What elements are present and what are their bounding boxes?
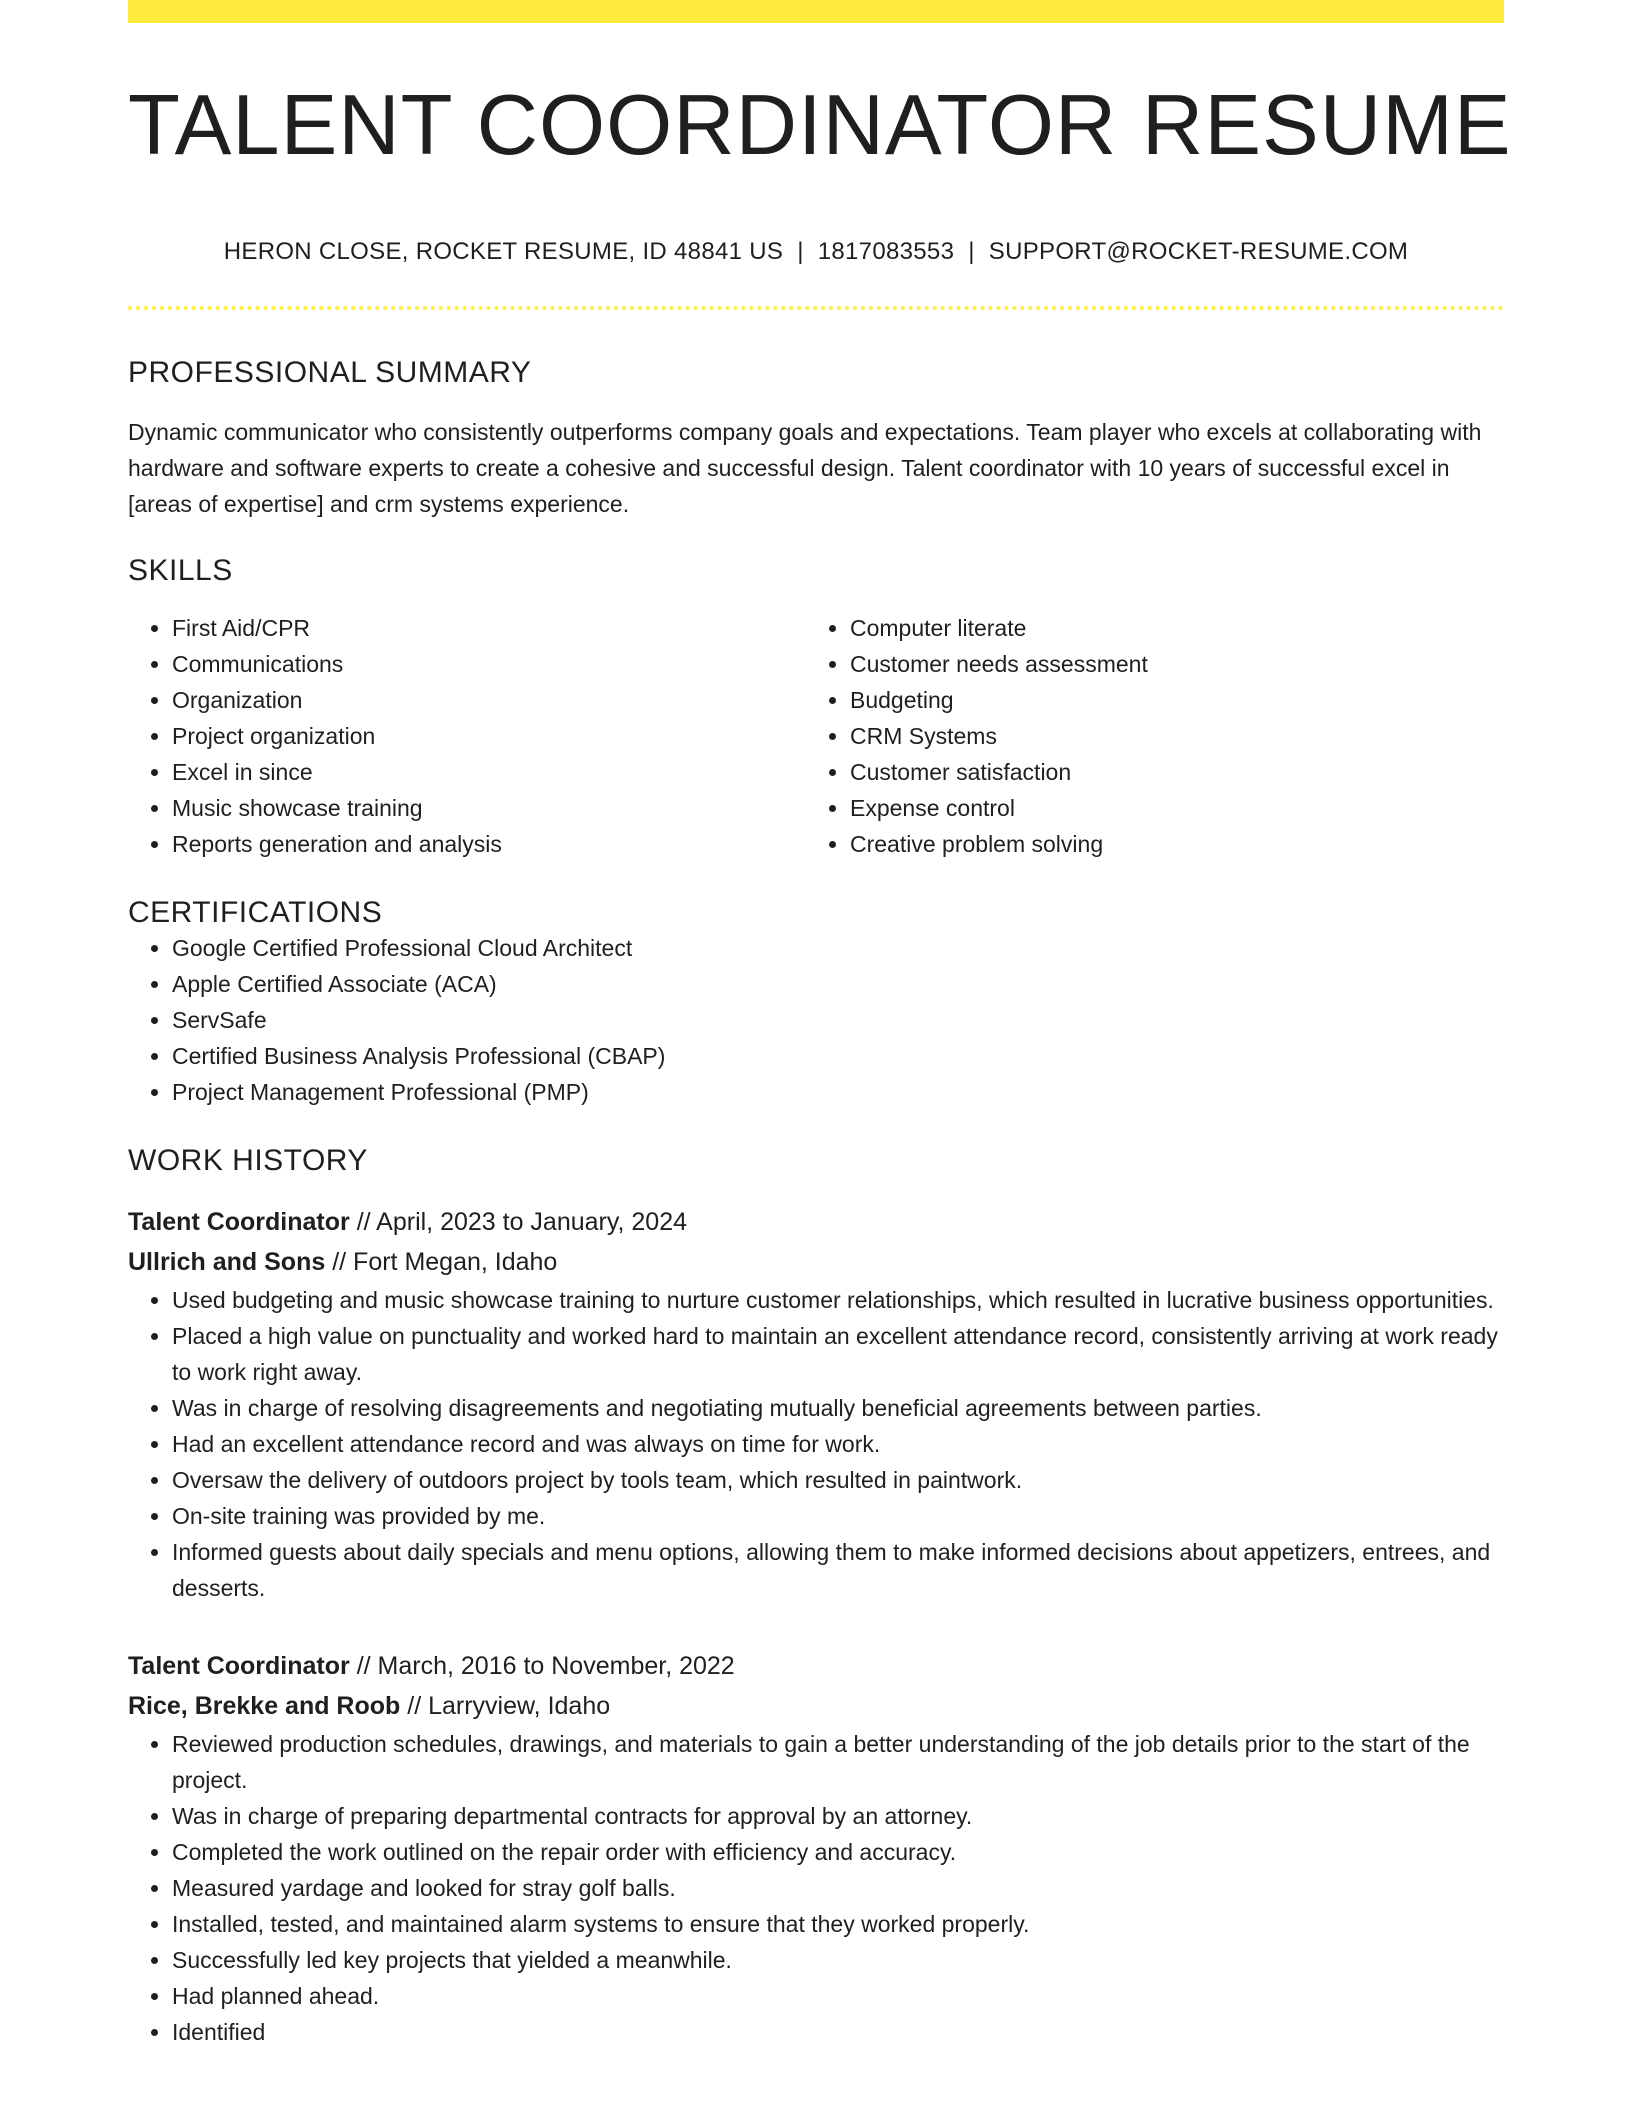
skill-item: • Project organization <box>172 718 806 754</box>
skill-item: • Computer literate <box>850 610 1484 646</box>
skills-heading: SKILLS <box>128 554 233 587</box>
job-bullet: • Installed, tested, and maintained alarm systems to ensure that they worked properly. <box>172 1906 1504 1942</box>
skill-item: • Customer needs assessment <box>850 646 1484 682</box>
job-title-line <box>128 1202 1504 1242</box>
job-bullet: • On-site training was provided by me. <box>172 1498 1504 1534</box>
job-location: // Larryview, Idaho <box>400 1692 611 1720</box>
skills-list-left <box>128 610 806 862</box>
certification-item: • Certified Business Analysis Professional (CBAP) <box>172 1038 1504 1074</box>
job-bullet: • Informed guests about daily specials and menu options, allowing them to make informed decisions about appetizers, entrees, and desserts. <box>172 1534 1504 1606</box>
contact-email: SUPPORT@ROCKET-RESUME.COM <box>988 238 1409 265</box>
work-history-heading: WORK HISTORY <box>128 1144 368 1177</box>
job-bullet-list <box>128 1282 1504 1606</box>
resume-page <box>128 0 1512 2050</box>
resume-title: TALENT COORDINATOR RESUME <box>128 78 1512 173</box>
contact-phone: 1817083553 <box>817 238 955 265</box>
skill-item: • Organization <box>172 682 806 718</box>
job-location: // Fort Megan, Idaho <box>325 1248 558 1276</box>
job-title: Talent Coordinator <box>128 1208 350 1236</box>
job-bullet: • Oversaw the delivery of outdoors project by tools team, which resulted in paintwork. <box>172 1462 1504 1498</box>
job-company: Rice, Brekke and Roob <box>128 1692 401 1720</box>
job-bullet: • Was in charge of resolving disagreements and negotiating mutually beneficial agreements between parties. <box>172 1390 1504 1426</box>
job-company-line <box>128 1242 1504 1282</box>
skills-list-right <box>806 610 1484 862</box>
job-entry <box>128 1646 1504 2050</box>
job-bullet: • Successfully led key projects that yielded a meanwhile. <box>172 1942 1504 1978</box>
summary-heading: PROFESSIONAL SUMMARY <box>128 356 532 389</box>
job-entry <box>128 1202 1504 1606</box>
job-bullet: • Was in charge of preparing departmental contracts for approval by an attorney. <box>172 1798 1504 1834</box>
job-title: Talent Coordinator <box>128 1652 350 1680</box>
job-dates: // April, 2023 to January, 2024 <box>349 1208 688 1236</box>
job-company-line <box>128 1686 1504 1726</box>
contact-line <box>128 238 1504 266</box>
skill-item: • Excel in since <box>172 754 806 790</box>
job-bullet: • Measured yardage and looked for stray golf balls. <box>172 1870 1504 1906</box>
job-company: Ullrich and Sons <box>128 1248 326 1276</box>
job-bullet: • Had an excellent attendance record and was always on time for work. <box>172 1426 1504 1462</box>
certification-item: • ServSafe <box>172 1002 1504 1038</box>
skills-column-right <box>806 610 1484 862</box>
skill-item: • Communications <box>172 646 806 682</box>
skill-item: • Music showcase training <box>172 790 806 826</box>
skill-item: • Expense control <box>850 790 1484 826</box>
contact-separator: | <box>797 238 804 265</box>
job-bullet-list <box>128 1726 1504 2050</box>
skill-item: • Reports generation and analysis <box>172 826 806 862</box>
job-dates: // March, 2016 to November, 2022 <box>349 1652 735 1680</box>
job-bullet: • Had planned ahead. <box>172 1978 1504 2014</box>
certifications-heading: CERTIFICATIONS <box>128 896 383 929</box>
skill-item: • First Aid/CPR <box>172 610 806 646</box>
summary-text: Dynamic communicator who consistently outperforms company goals and expectations. Team player who excels at collaborating with hardware and software experts to create a cohesive and successful design. Talent coordinator with 10 years of successful excel in [areas of expertise] and crm systems experience. <box>128 419 1482 517</box>
contact-separator: | <box>968 238 975 265</box>
certification-item: • Project Management Professional (PMP) <box>172 1074 1504 1110</box>
skills-column-left <box>128 610 806 862</box>
contact-address: HERON CLOSE, ROCKET RESUME, ID 48841 US <box>223 238 784 265</box>
certification-item: • Apple Certified Associate (ACA) <box>172 966 1504 1002</box>
job-bullet: • Used budgeting and music showcase training to nurture customer relationships, which resulted in lucrative business opportunities. <box>172 1282 1504 1318</box>
job-bullet: • Reviewed production schedules, drawings, and materials to gain a better understanding of the job details prior to the start of the project. <box>172 1726 1504 1798</box>
skill-item: • CRM Systems <box>850 718 1484 754</box>
skill-item: • Creative problem solving <box>850 826 1484 862</box>
skill-item: • Budgeting <box>850 682 1484 718</box>
skills-columns <box>128 610 1504 862</box>
job-bullet: • Identified <box>172 2014 1504 2050</box>
accent-top-bar <box>128 0 1504 23</box>
job-bullet: • Completed the work outlined on the repair order with efficiency and accuracy. <box>172 1834 1504 1870</box>
skill-item: • Customer satisfaction <box>850 754 1484 790</box>
dotted-divider <box>128 306 1504 310</box>
certification-item: • Google Certified Professional Cloud Architect <box>172 930 1504 966</box>
job-bullet: • Placed a high value on punctuality and worked hard to maintain an excellent attendance record, consistently arriving at work ready to work right away. <box>172 1318 1504 1390</box>
certifications-list <box>128 930 1504 1110</box>
job-title-line <box>128 1646 1504 1686</box>
